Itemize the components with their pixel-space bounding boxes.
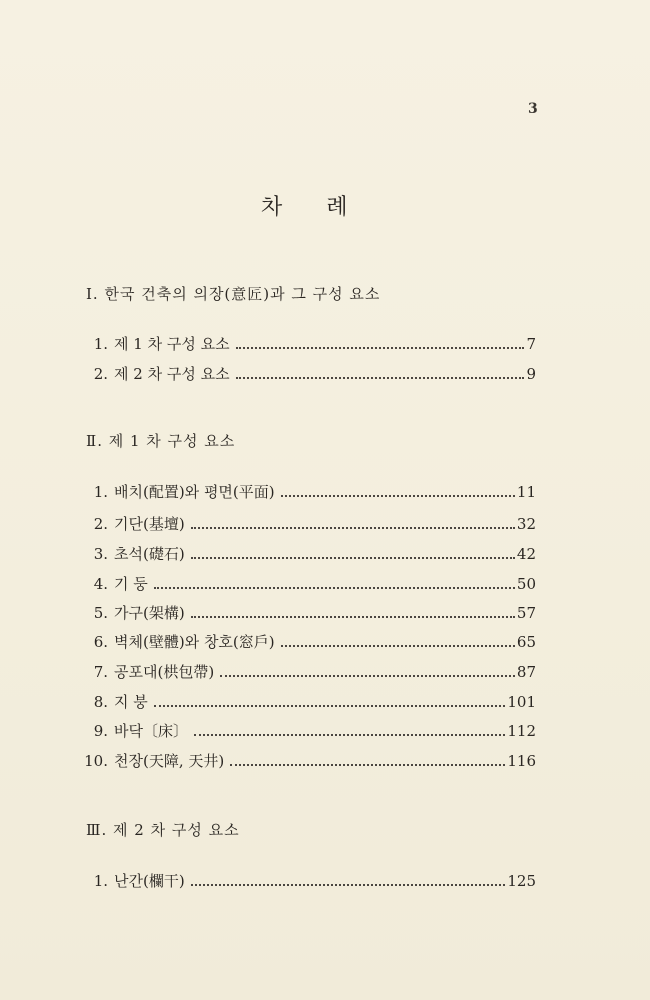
entry-number: 9. bbox=[93, 722, 108, 740]
toc-entry[interactable] bbox=[76, 481, 536, 503]
entry-number: 7. bbox=[93, 663, 108, 681]
entry-label: 지 붕 bbox=[114, 693, 148, 711]
entry-label: 가구(架構) bbox=[114, 604, 185, 622]
entry-label: 기단(基壇) bbox=[114, 515, 185, 533]
dot-leader bbox=[191, 527, 515, 529]
dot-leader bbox=[236, 347, 525, 349]
entry-number: 1. bbox=[93, 872, 108, 890]
entry-label: 초석(礎石) bbox=[114, 545, 185, 563]
dot-leader bbox=[194, 734, 505, 736]
toc-entry[interactable] bbox=[76, 750, 536, 772]
entry-number: 2. bbox=[93, 515, 108, 533]
entry-page: 125 bbox=[507, 872, 536, 890]
dot-leader bbox=[230, 764, 505, 766]
entry-page: 101 bbox=[507, 693, 536, 711]
page-number: 3 bbox=[528, 101, 538, 117]
section-heading-3: Ⅲ. 제 2 차 구성 요소 bbox=[86, 821, 240, 839]
dot-leader bbox=[191, 884, 506, 886]
dot-leader bbox=[281, 645, 515, 647]
toc-entry[interactable] bbox=[76, 333, 536, 355]
entry-label: 공포대(栱包帶) bbox=[114, 663, 215, 681]
entry-number: 8. bbox=[93, 693, 108, 711]
entry-label: 기 둥 bbox=[114, 575, 148, 593]
toc-entry[interactable] bbox=[76, 720, 536, 742]
dot-leader bbox=[220, 675, 515, 677]
entry-label: 벽체(壁體)와 창호(窓戶) bbox=[114, 633, 275, 651]
entry-number: 3. bbox=[93, 545, 108, 563]
entry-label: 제 2 차 구성 요소 bbox=[114, 365, 230, 383]
entry-label: 배치(配置)와 평면(平面) bbox=[114, 483, 275, 501]
toc-entry[interactable] bbox=[76, 513, 536, 535]
toc-entry[interactable] bbox=[76, 573, 536, 595]
entry-number: 5. bbox=[93, 604, 108, 622]
toc-entry[interactable] bbox=[76, 870, 536, 892]
toc-entry[interactable] bbox=[76, 602, 536, 624]
entry-label: 바닥〔床〕 bbox=[114, 722, 188, 740]
entry-page: 116 bbox=[507, 752, 536, 770]
entry-label: 제 1 차 구성 요소 bbox=[114, 335, 230, 353]
entry-label: 난간(欄干) bbox=[114, 872, 185, 890]
entry-page: 11 bbox=[516, 483, 536, 501]
dot-leader bbox=[154, 705, 506, 707]
entry-page: 42 bbox=[516, 545, 536, 563]
dot-leader bbox=[154, 587, 515, 589]
toc-title: 차례 bbox=[261, 195, 392, 220]
entry-page: 9 bbox=[526, 365, 536, 383]
entry-page: 50 bbox=[516, 575, 536, 593]
entry-label: 천장(天障, 天井) bbox=[114, 752, 225, 770]
toc-entry[interactable] bbox=[76, 363, 536, 385]
entry-page: 7 bbox=[526, 335, 536, 353]
entry-number: 6. bbox=[93, 633, 108, 651]
entry-page: 32 bbox=[516, 515, 536, 533]
section-heading-2: Ⅱ. 제 1 차 구성 요소 bbox=[86, 432, 236, 450]
entry-page: 57 bbox=[516, 604, 536, 622]
toc-entry[interactable] bbox=[76, 691, 536, 713]
toc-entry[interactable] bbox=[76, 661, 536, 683]
toc-entry[interactable] bbox=[76, 543, 536, 565]
entry-number: 1. bbox=[93, 483, 108, 501]
entry-number: 1. bbox=[93, 335, 108, 353]
entry-page: 65 bbox=[516, 633, 536, 651]
toc-entry[interactable] bbox=[76, 631, 536, 653]
entry-number: 2. bbox=[93, 365, 108, 383]
dot-leader bbox=[281, 495, 515, 497]
dot-leader bbox=[191, 616, 515, 618]
entry-number: 4. bbox=[93, 575, 108, 593]
entry-page: 112 bbox=[507, 722, 536, 740]
section-heading-1: Ⅰ. 한국 건축의 의장(意匠)과 그 구성 요소 bbox=[86, 285, 381, 303]
entry-number: 10. bbox=[84, 752, 108, 770]
dot-leader bbox=[236, 377, 525, 379]
dot-leader bbox=[191, 557, 515, 559]
entry-page: 87 bbox=[516, 663, 536, 681]
